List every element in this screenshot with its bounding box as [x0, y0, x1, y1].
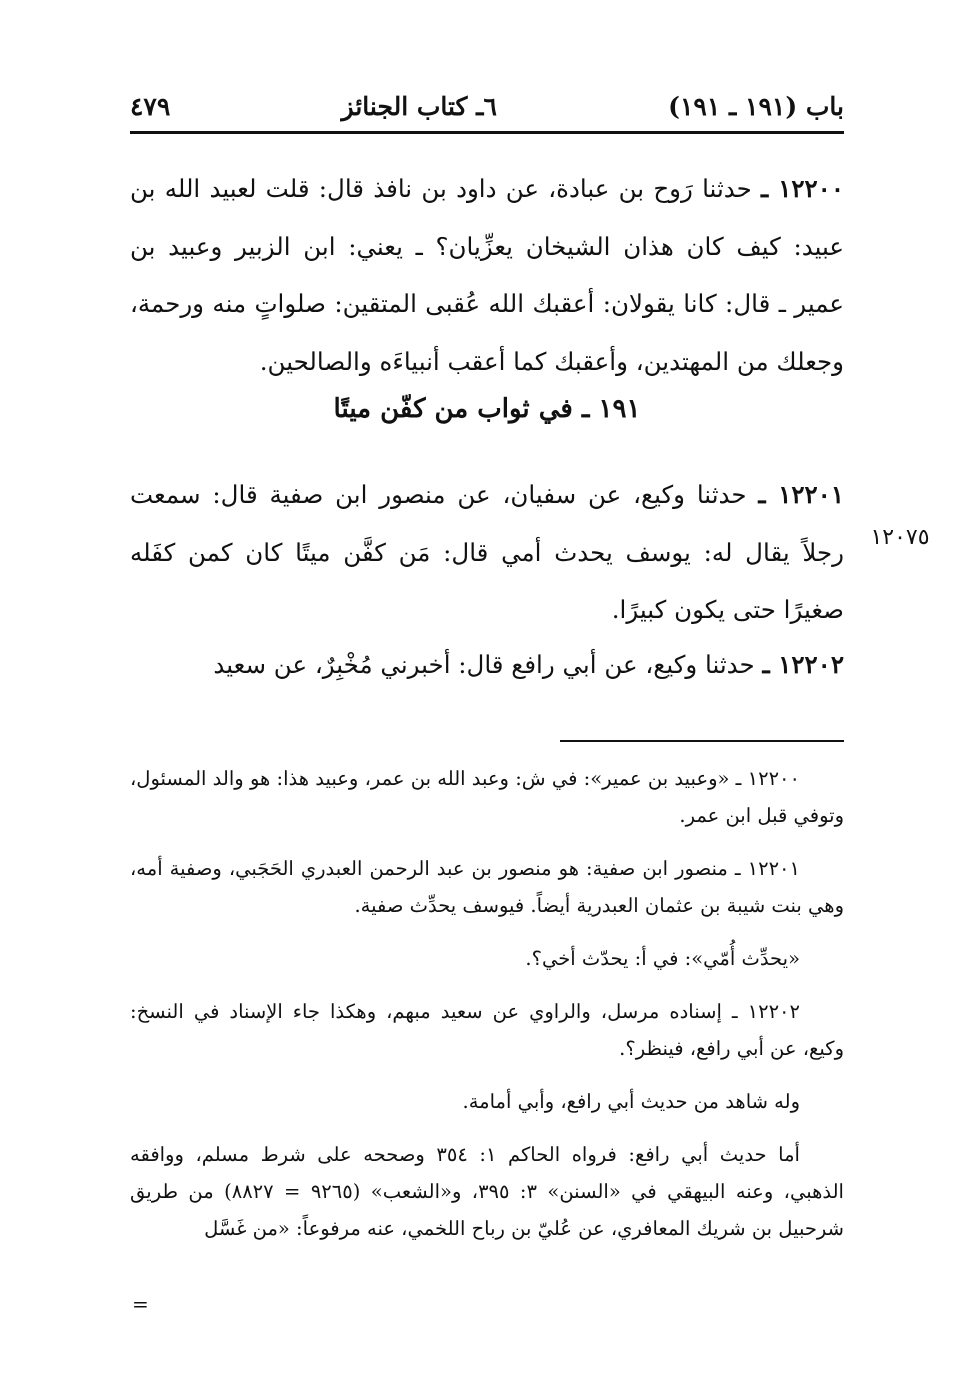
- header-rule: [130, 131, 844, 134]
- footnote: أما حديث أبي رافع: فرواه الحاكم ١: ٣٥٤ وصححه على شرط مسلم، ووافقه الذهبي، وعنه البيهقي في «السنن» ٣: ٣٩٥، و«الشعب» (٩٢٦٥ = ٨٨٢٧) من طريق شرحبيل بن شريك المعافري، عن عُليّ بن رباح اللخمي، عنه مرفوعاً: «من غَسَّل: [130, 1143, 844, 1240]
- margin-reference-number: ١٢٠٧٥: [870, 525, 930, 550]
- page-number: ٤٧٩: [130, 91, 171, 121]
- footnote: ١٢٢٠٢ ـ إسناده مرسل، والراوي عن سعيد مبهم، وهكذا جاء الإسناد في النسخ: وكيع، عن أبي رافع، فينظر؟.: [130, 1000, 844, 1060]
- book-title: ٦ـ كتاب الجنائز: [341, 91, 497, 121]
- hadith-12200: [130, 160, 844, 390]
- page-header: [130, 86, 844, 126]
- footnote-separator: [560, 740, 844, 742]
- hadith-text: حدثنا وكيع، عن سفيان، عن منصور ابن صفية قال: سمعت رجلاً يقال له: يوسف يحدث أمي قال: مَن كفَّن ميتًا كان كمن كفَله صغيرًا حتى يكون كبيرًا.: [130, 480, 844, 624]
- footnote: ١٢٢٠١ ـ منصور ابن صفية: هو منصور بن عبد الرحمن العبدري الحَجَبي، وصفية أمه، وهي بنت شيبة بن عثمان العبدرية أيضاً. فيوسف يحدِّث صفية.: [130, 857, 844, 917]
- hadith-number: ١٢٢٠١ ـ: [758, 480, 844, 509]
- hadith-number: ١٢٢٠٢ ـ: [762, 650, 844, 679]
- hadith-12202: [130, 636, 844, 694]
- footnote: وله شاهد من حديث أبي رافع، وأبي أمامة.: [462, 1090, 800, 1113]
- hadith-number: ١٢٢٠٠ ـ: [761, 174, 844, 203]
- hadith-12201: [130, 466, 844, 639]
- footnote: «يحدِّث أُمّي»: في أ: يحدّث أخي؟.: [525, 947, 800, 970]
- hadith-text: حدثنا وكيع، عن أبي رافع قال: أخبرني مُخْبِرٌ، عن سعيد: [213, 650, 755, 679]
- hadith-text: حدثنا رَوح بن عبادة، عن داود بن نافذ قال: قلت لعبيد الله بن عبيد: كيف كان هذان الشيخان يعزِّيان؟ ـ يعني: ابن الزبير وعبيد بن عمير ـ قال: كانا يقولان: أعقبك الله عُقبى المتقين: صلواتٍ منه ورحمة، وجعلك من المهتدين، وأعقبك كما أعقب أنبياءَه والصالحين.: [130, 174, 844, 376]
- chapter-heading: ١٩١ ـ في ثواب من كفّن ميتًا: [333, 394, 641, 424]
- chapter-range: باب (١٩١ ـ ١٩١): [668, 91, 844, 121]
- footnotes: [130, 760, 844, 1263]
- footnote: ١٢٢٠٠ ـ «وعبيد بن عمير»: في ش: وعبد الله بن عمر، وعبيد هذا: هو والد المسئول، وتوفي قبل ابن عمر.: [130, 767, 844, 827]
- continuation-mark: =: [132, 1292, 149, 1316]
